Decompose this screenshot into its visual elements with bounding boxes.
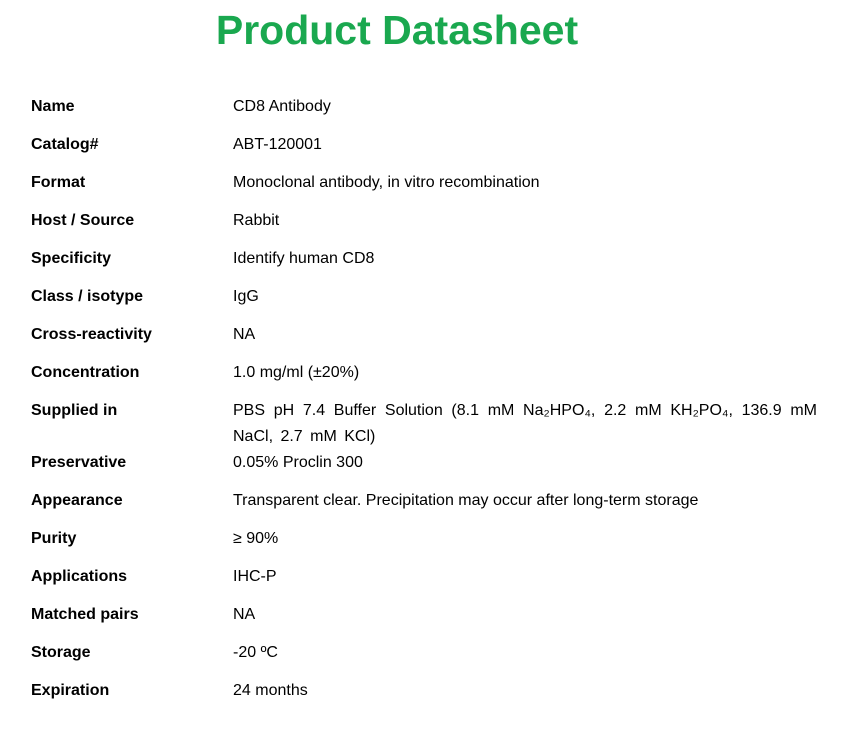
spec-row-specificity xyxy=(31,246,817,284)
spec-value: IgG xyxy=(233,288,259,305)
spec-value: PBS pH 7.4 Buffer Solution (8.1 mM Na₂HPO₄, 2.2 mM KH₂PO₄, 136.9 mM NaCl, 2.7 mM KCl) xyxy=(233,402,817,445)
spec-label: Purity xyxy=(31,530,77,547)
spec-value: Transparent clear. Precipitation may occur after long-term storage xyxy=(233,492,699,509)
spec-row-catalog xyxy=(31,132,817,170)
spec-value: NA xyxy=(233,326,256,343)
spec-value: Monoclonal antibody, in vitro recombination xyxy=(233,174,540,191)
spec-row-matched-pairs xyxy=(31,602,817,640)
spec-row-cross-reactivity xyxy=(31,322,817,360)
spec-label: Matched pairs xyxy=(31,606,139,623)
spec-row-purity xyxy=(31,526,817,564)
spec-row-concentration xyxy=(31,360,817,398)
spec-label: Format xyxy=(31,174,86,191)
spec-label: Host / Source xyxy=(31,212,135,229)
spec-label: Class / isotype xyxy=(31,288,144,305)
spec-label: Appearance xyxy=(31,492,123,509)
spec-row-class-isotype xyxy=(31,284,817,322)
page-title: Product Datasheet xyxy=(215,7,579,53)
spec-value: CD8 Antibody xyxy=(233,98,331,115)
spec-value: IHC-P xyxy=(233,568,277,585)
spec-row-preservative xyxy=(31,450,817,488)
spec-value: 0.05% Proclin 300 xyxy=(233,454,363,471)
spec-label: Supplied in xyxy=(31,402,118,419)
spec-row-appearance xyxy=(31,488,817,526)
spec-label: Storage xyxy=(31,644,91,661)
spec-label: Expiration xyxy=(31,682,110,699)
spec-label: Concentration xyxy=(31,364,140,381)
spec-row-expiration xyxy=(31,678,817,716)
spec-row-storage xyxy=(31,640,817,678)
spec-row-name xyxy=(31,94,817,132)
spec-table xyxy=(31,94,817,716)
spec-value: Rabbit xyxy=(233,212,280,229)
spec-value: NA xyxy=(233,606,256,623)
spec-label: Cross-reactivity xyxy=(31,326,152,343)
spec-row-applications xyxy=(31,564,817,602)
spec-label: Preservative xyxy=(31,454,127,471)
spec-row-host-source xyxy=(31,208,817,246)
spec-value: ≥ 90% xyxy=(233,530,279,547)
spec-value: Identify human CD8 xyxy=(233,250,375,267)
spec-label: Applications xyxy=(31,568,128,585)
spec-value: 1.0 mg/ml (±20%) xyxy=(233,364,360,381)
spec-label: Name xyxy=(31,98,75,115)
spec-label: Catalog# xyxy=(31,136,99,153)
spec-value: ABT-120001 xyxy=(233,136,322,153)
spec-label: Specificity xyxy=(31,250,112,267)
spec-row-format xyxy=(31,170,817,208)
spec-value: 24 months xyxy=(233,682,308,699)
spec-value: -20 ºC xyxy=(233,644,278,661)
spec-row-supplied-in xyxy=(31,398,817,450)
